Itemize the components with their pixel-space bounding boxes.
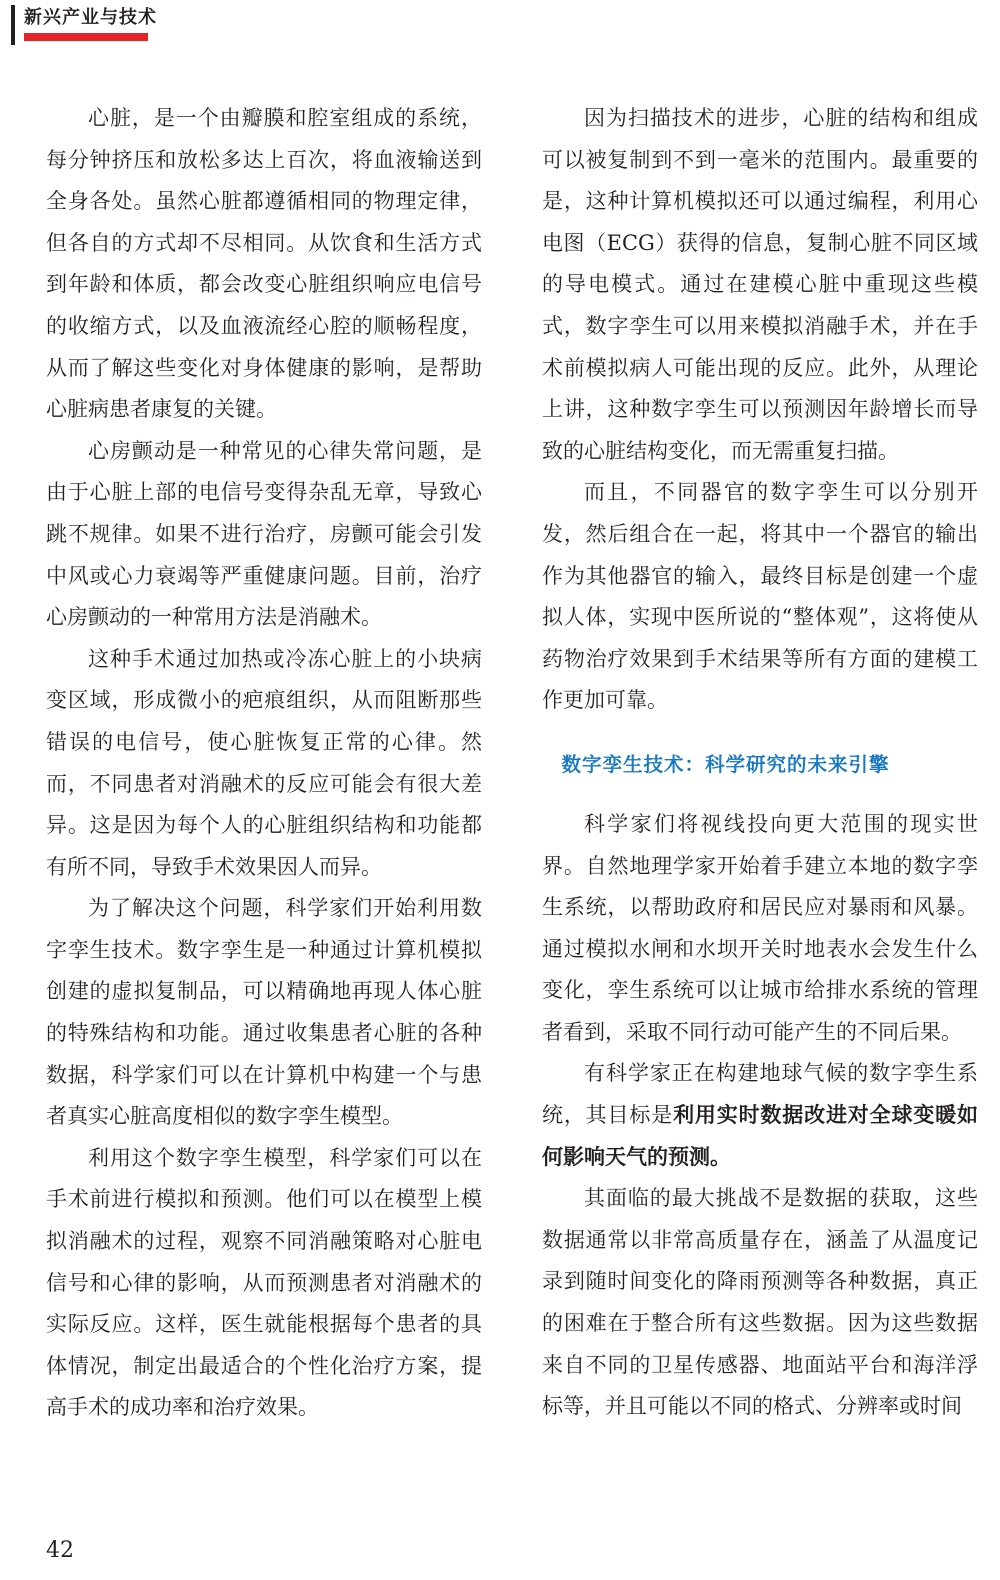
emphasized-text: 利用实时数据改进对全球变暖如何影响天气的预测。 [542, 1103, 979, 1169]
paragraph: 利用这个数字孪生模型，科学家们可以在手术前进行模拟和预测。他们可以在模型上模拟消融术的过程，观察不同消融策略对心脏电信号和心律的影响，从而预测患者对消融术的实际反应。这样，医生就能根据每个患者的具体情况，制定出最适合的个性化治疗方案，提高手术的成功率和治疗效果。 [46, 1145, 482, 1420]
paragraph: 心脏，是一个由瓣膜和腔室组成的系统，每分钟挤压和放松多达上百次，将血液输送到全身各处。虽然心脏都遵循相同的物理定律，但各自的方式却不尽相同。从饮食和生活方式到年龄和体质，都会改变心脏组织响应电信号的收缩方式，以及血液流经心腔的顺畅程度，从而了解这些变化对身体健康的影响，是帮助心脏病患者康复的关键。 [46, 106, 482, 422]
right-column [542, 98, 978, 1428]
climate-paragraph [542, 1053, 978, 1178]
page-number: 42 [46, 1538, 74, 1563]
paragraph: 其面临的最大挑战不是数据的获取，这些数据通常以非常高质量存在，涵盖了从温度记录到随时间变化的降雨预测等各种数据，真正的困难在于整合所有这些数据。因为这些数据来自不同的卫星传感器、地面站平台和海洋浮标等，并且可能以不同的格式、分辨率或时间 [542, 1186, 978, 1419]
paragraph: 因为扫描技术的进步，心脏的结构和组成可以被复制到不到一毫米的范围内。最重要的是，这种计算机模拟还可以通过编程，利用心电图（ECG）获得的信息，复制心脏不同区域的导电模式。通过在建模心脏中重现这些模式，数字孪生可以用来模拟消融手术，并在手术前模拟病人可能出现的反应。此外，从理论上讲，这种数字孪生可以预测因年龄增长而导致的心脏结构变化，而无需重复扫描。 [542, 106, 978, 463]
section-title: 新兴产业与技术 [24, 7, 157, 28]
section-title-underline [24, 33, 148, 41]
paragraph: 科学家们将视线投向更大范围的现实世界。自然地理学家开始着手建立本地的数字孪生系统，以帮助政府和居民应对暴雨和风暴。通过模拟水闸和水坝开关时地表水会发生什么变化，孪生系统可以让城市给排水系统的管理者看到，采取不同行动可能产生的不同后果。 [542, 811, 978, 1044]
section-header [0, 0, 160, 48]
section-heading: 数字孪生技术：科学研究的未来引擎 [561, 752, 890, 776]
header-left-bar [11, 5, 15, 45]
paragraph: 这种手术通过加热或冷冻心脏上的小块病变区域，形成微小的疤痕组织，从而阻断那些错误的电信号，使心脏恢复正常的心律。然而，不同患者对消融术的反应可能会有很大差异。这是因为每个人的心脏组织结构和功能都有所不同，导致手术效果因人而异。 [46, 646, 482, 879]
left-column [46, 98, 482, 1429]
paragraph: 而且，不同器官的数字孪生可以分别开发，然后组合在一起，将其中一个器官的输出作为其他器官的输入，最终目标是创建一个虚拟人体，实现中医所说的“整体观”，这将使从药物治疗效果到手术结果等所有方面的建模工作更加可靠。 [542, 480, 978, 713]
climate-paragraph-lead: 有科学家正在构建地球气候的数字孪生系统，其目标是 [542, 1061, 978, 1128]
paragraph: 心房颤动是一种常见的心律失常问题，是由于心脏上部的电信号变得杂乱无章，导致心跳不规律。如果不进行治疗，房颤可能会引发中风或心力衰竭等严重健康问题。目前，治疗心房颤动的一种常用方法是消融术。 [46, 438, 482, 630]
paragraph: 为了解决这个问题，科学家们开始利用数字孪生技术。数字孪生是一种通过计算机模拟创建的虚拟复制品，可以精确地再现人体心脏的特殊结构和功能。通过收集患者心脏的各种数据，科学家们可以在计算机中构建一个与患者真实心脏高度相似的数字孪生模型。 [46, 896, 482, 1129]
